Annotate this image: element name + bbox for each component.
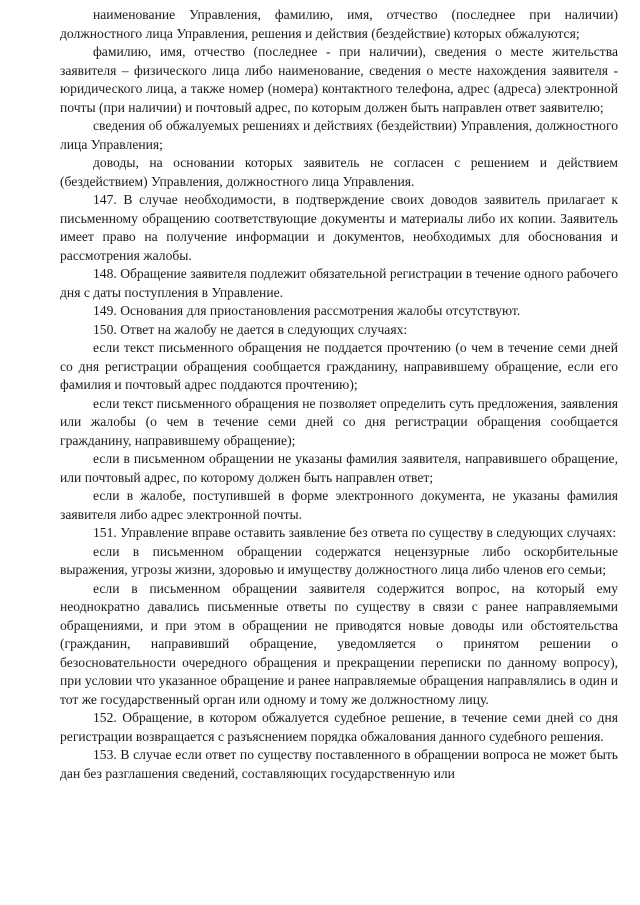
paragraph-complaint-contents-name: наименование Управления, фамилию, имя, отчество (последнее при наличии) должностного лица Управления, решения и действия (бездействие) которых обжалуются; [60,7,618,41]
paragraph-151: 151. Управление вправе оставить заявление без ответа по существу в следующих случаях: [93,525,617,540]
paragraph-152: 152. Обращение, в котором обжалуется судебное решение, в течение семи дней со дня регистрации возвращается с разъяснением порядка обжалования данного судебного решения. [60,710,618,744]
paragraph-153: 153. В случае если ответ по существу поставленного в обращении вопроса не может быть дан без разглашения сведений, составляющих государственную или [60,747,618,781]
paragraph-149: 149. Основания для приостановления рассмотрения жалобы отсутствуют. [93,303,521,318]
paragraph-148: 148. Обращение заявителя подлежит обязательной регистрации в течение одного рабочего дня с даты поступления в Управление. [60,266,618,300]
paragraph-150-case-electronic: если в жалобе, поступившей в форме электронного документа, не указаны фамилия заявителя либо адрес электронной почты. [60,488,618,522]
paragraph-complaint-contents-applicant: фамилию, имя, отчество (последнее - при наличии), сведения о месте жительства заявителя – физического лица либо наименование, сведения о месте нахождения заявителя - юридического лица, а также номер (номера) контактного телефона, адрес (адреса) электронной почты (при наличии) и почтовый адрес, по которым должен быть направлен ответ заявителю; [60,44,618,115]
paragraph-151-case-repeated: если в письменном обращении заявителя содержится вопрос, на который ему неоднократно давались письменные ответы по существу в связи с ранее направляемыми обращениями, и при этом в обращении не приводятся новые доводы или обстоятельства (гражданин, направивший обращение, уведомляется о принятом решении о безосновательности очередного обращения и прекращении переписки по данному вопросу), при условии что указанное обращение и ранее направляемые обращения направлялись в один и тот же государственный орган или одному и тому же должностному лицу. [60,580,618,707]
paragraph-150: 150. Ответ на жалобу не дается в следующих случаях: [93,321,408,337]
paragraph-150-case-unclear: если текст письменного обращения не позволяет определить суть предложения, заявления или жалобы (о чем в течение семи дней со дня регистрации обращения сообщается гражданину, направившему обращение); [60,395,618,448]
paragraph-147: 147. В случае необходимости, в подтверждение своих доводов заявитель прилагает к письменному обращению соответствующие документы и материалы либо их копии. Заявитель имеет право на получение информации и документов, необходимых для обоснования и рассмотрения жалобы. [60,192,618,263]
paragraph-complaint-contents-decisions: сведения об обжалуемых решениях и действиях (бездействии) Управления, должностного лица Управления; [60,118,618,152]
paragraph-complaint-contents-arguments: доводы, на основании которых заявитель не согласен с решением и действием (бездействием) Управления, должностного лица Управления. [60,155,618,189]
paragraph-150-case-unreadable: если текст письменного обращения не поддается прочтению (о чем в течение семи дней со дня регистрации обращения сообщается гражданину, направившему обращение, если его фамилия и почтовый адрес поддаются прочтению); [60,340,618,392]
paragraph-151-case-offensive: если в письменном обращении содержатся нецензурные либо оскорбительные выражения, угрозы жизни, здоровью и имуществу должностного лица либо членов его семьи; [60,543,618,577]
paragraph-150-case-no-name: если в письменном обращении не указаны фамилия заявителя, направившего обращение, или почтовый адрес, по которому должен быть направлен ответ; [60,451,618,485]
